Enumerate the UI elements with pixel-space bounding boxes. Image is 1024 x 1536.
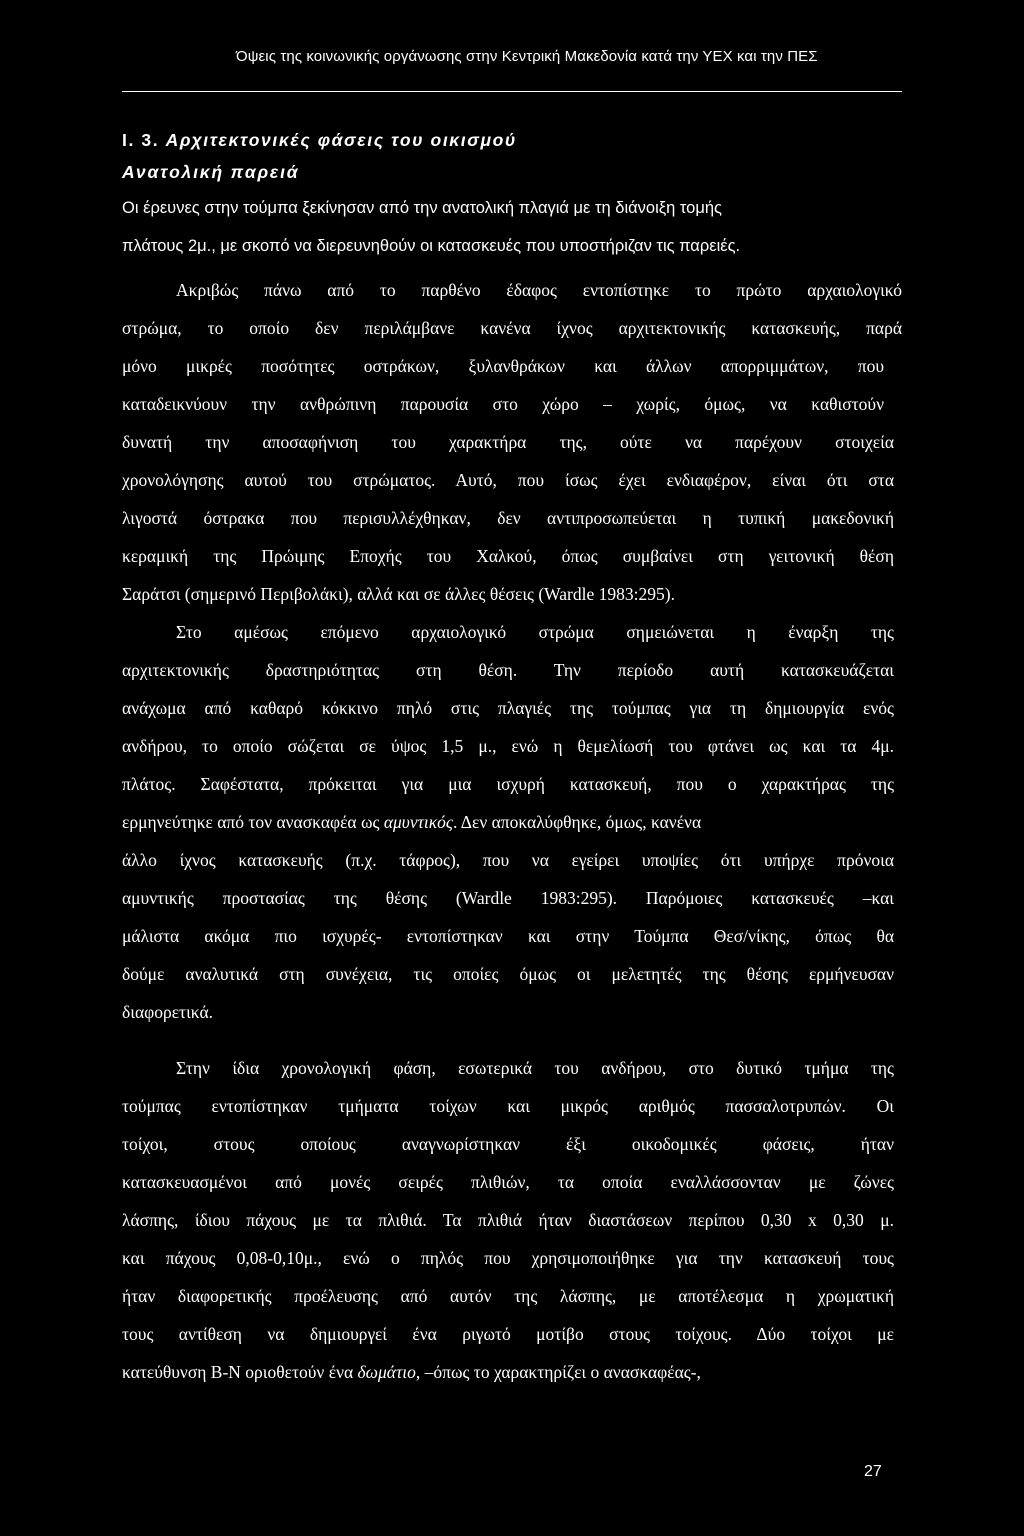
text-line: αμυντικής προστασίας της θέσης (Wardle 1983:295). Παρόμοιες κατασκευές –και (122, 888, 894, 908)
text-run: . Δεν αποκαλύφθηκε, όμως, κανένα (452, 812, 702, 832)
emphasis: δωμάτιο (357, 1362, 416, 1382)
text-line: Ακριβώς πάνω από το παρθένο έδαφος εντοπίστηκε το πρώτο αρχαιολογικό (176, 280, 902, 300)
running-header: Όψεις της κοινωνικής οργάνωσης στην Κεντρική Μακεδονία κατά την ΥΕΧ και την ΠΕΣ (236, 48, 818, 65)
text-line: τοίχοι, στους οποίους αναγνωρίστηκαν έξι οικοδομικές φάσεις, ήταν (122, 1134, 894, 1154)
text-line: ανάχωμα από καθαρό κόκκινο πηλό στις πλαγιές της τούμπας για τη δημιουργία ενός (122, 698, 894, 718)
page-number: 27 (864, 1463, 882, 1480)
text-line: Σαράτσι (σημερινό Περιβολάκι), αλλά και σε άλλες θέσεις (Wardle 1983:295). (122, 584, 675, 604)
text-line: μόνο μικρές ποσότητες οστράκων, ξυλανθράκων και άλλων απορριμμάτων, που (122, 356, 884, 376)
text-line: αρχιτεκτονικής δραστηριότητας στη θέση. Την περίοδο αυτή κατασκευάζεται (122, 660, 894, 680)
text-line (122, 811, 894, 833)
text-line: ανδήρου, το οποίο σώζεται σε ύψος 1,5 μ., ενώ η θεμελίωσή του φτάνει ως και τα 4μ. (122, 736, 894, 756)
text-line: δούμε αναλυτικά στη συνέχεια, τις οποίες όμως οι μελετητές της θέσης ερμήνευσαν (122, 964, 894, 984)
text-line: πλάτους 2μ., με σκοπό να διερευνηθούν οι κατασκευές που υποστήριζαν τις παρειές. (122, 237, 741, 255)
text-line: διαφορετικά. (122, 1002, 214, 1022)
text-run: κατεύθυνση Β-Ν οριοθετούν ένα (122, 1362, 358, 1382)
text-line: πλάτος. Σαφέστατα, πρόκειται για μια ισχυρή κατασκευή, που ο χαρακτήρας της (122, 774, 894, 794)
text-line: τούμπας εντοπίστηκαν τμήματα τοίχων και μικρός αριθμός πασσαλοτρυπών. Οι (122, 1096, 894, 1116)
text-line: στρώμα, το οποίο δεν περιλάμβανε κανένα ίχνος αρχιτεκτονικής κατασκευής, παρά (122, 318, 902, 338)
text-run: ερμηνεύτηκε από τον ανασκαφέα ως (122, 812, 384, 832)
text-line: λάσπης, ίδιου πάχους με τα πλιθιά. Τα πλιθιά ήταν διαστάσεων περίπου 0,30 x 0,30 μ. (122, 1210, 894, 1230)
emphasis: αμυντικός (383, 812, 453, 832)
text-line: άλλο ίχνος κατασκευής (π.χ. τάφρος), που να εγείρει υποψίες ότι υπήρχε πρόνοια (122, 850, 894, 870)
text-line: καταδεικνύουν την ανθρώπινη παρουσία στο χώρο – χωρίς, όμως, να καθιστούν (122, 394, 884, 414)
text-run: , –όπως το χαρακτηρίζει ο ανασκαφέας-, (415, 1362, 701, 1382)
text-line: μάλιστα ακόμα πιο ισχυρές- εντοπίστηκαν και στην Τούμπα Θεσ/νίκης, όπως θα (122, 926, 894, 946)
text-line: κατασκευασμένοι από μονές σειρές πλιθιών, τα οποία εναλλάσσονταν με ζώνες (122, 1172, 894, 1192)
subheading: Ανατολική παρειά (122, 162, 300, 182)
text-line: κεραμική της Πρώιμης Εποχής του Χαλκού, όπως συμβαίνει στη γειτονική θέση (122, 546, 894, 566)
section-number: Ι. 3. (122, 130, 160, 150)
section-heading (122, 130, 517, 151)
text-line (122, 1361, 894, 1383)
text-line: τους αντίθεση να δημιουργεί ένα ριγωτό μοτίβο στους τοίχους. Δύο τοίχοι με (122, 1324, 894, 1344)
text-line: λιγοστά όστρακα που περισυλλέχθηκαν, δεν αντιπροσωπεύεται η τυπική μακεδονική (122, 508, 894, 528)
text-line: δυνατή την αποσαφήνιση του χαρακτήρα της, ούτε να παρέχουν στοιχεία (122, 432, 894, 452)
text-line: χρονολόγησης αυτού του στρώματος. Αυτό, που ίσως έχει ενδιαφέρον, είναι ότι στα (122, 470, 894, 490)
header-rule (122, 91, 902, 92)
text-line: και πάχους 0,08-0,10μ., ενώ ο πηλός που χρησιμοποιήθηκε για την κατασκευή τους (122, 1248, 894, 1268)
section-title: Αρχιτεκτονικές φάσεις του οικισμού (165, 130, 517, 150)
text-line: ήταν διαφορετικής προέλευσης από αυτόν της λάσπης, με αποτέλεσμα η χρωματική (122, 1286, 894, 1306)
text-line: Οι έρευνες στην τούμπα ξεκίνησαν από την ανατολική πλαγιά με τη διάνοιξη τομής (122, 199, 722, 217)
text-line: Στο αμέσως επόμενο αρχαιολογικό στρώμα σημειώνεται η έναρξη της (176, 622, 894, 642)
text-line: Στην ίδια χρονολογική φάση, εσωτερικά του ανδήρου, στο δυτικό τμήμα της (176, 1058, 894, 1078)
